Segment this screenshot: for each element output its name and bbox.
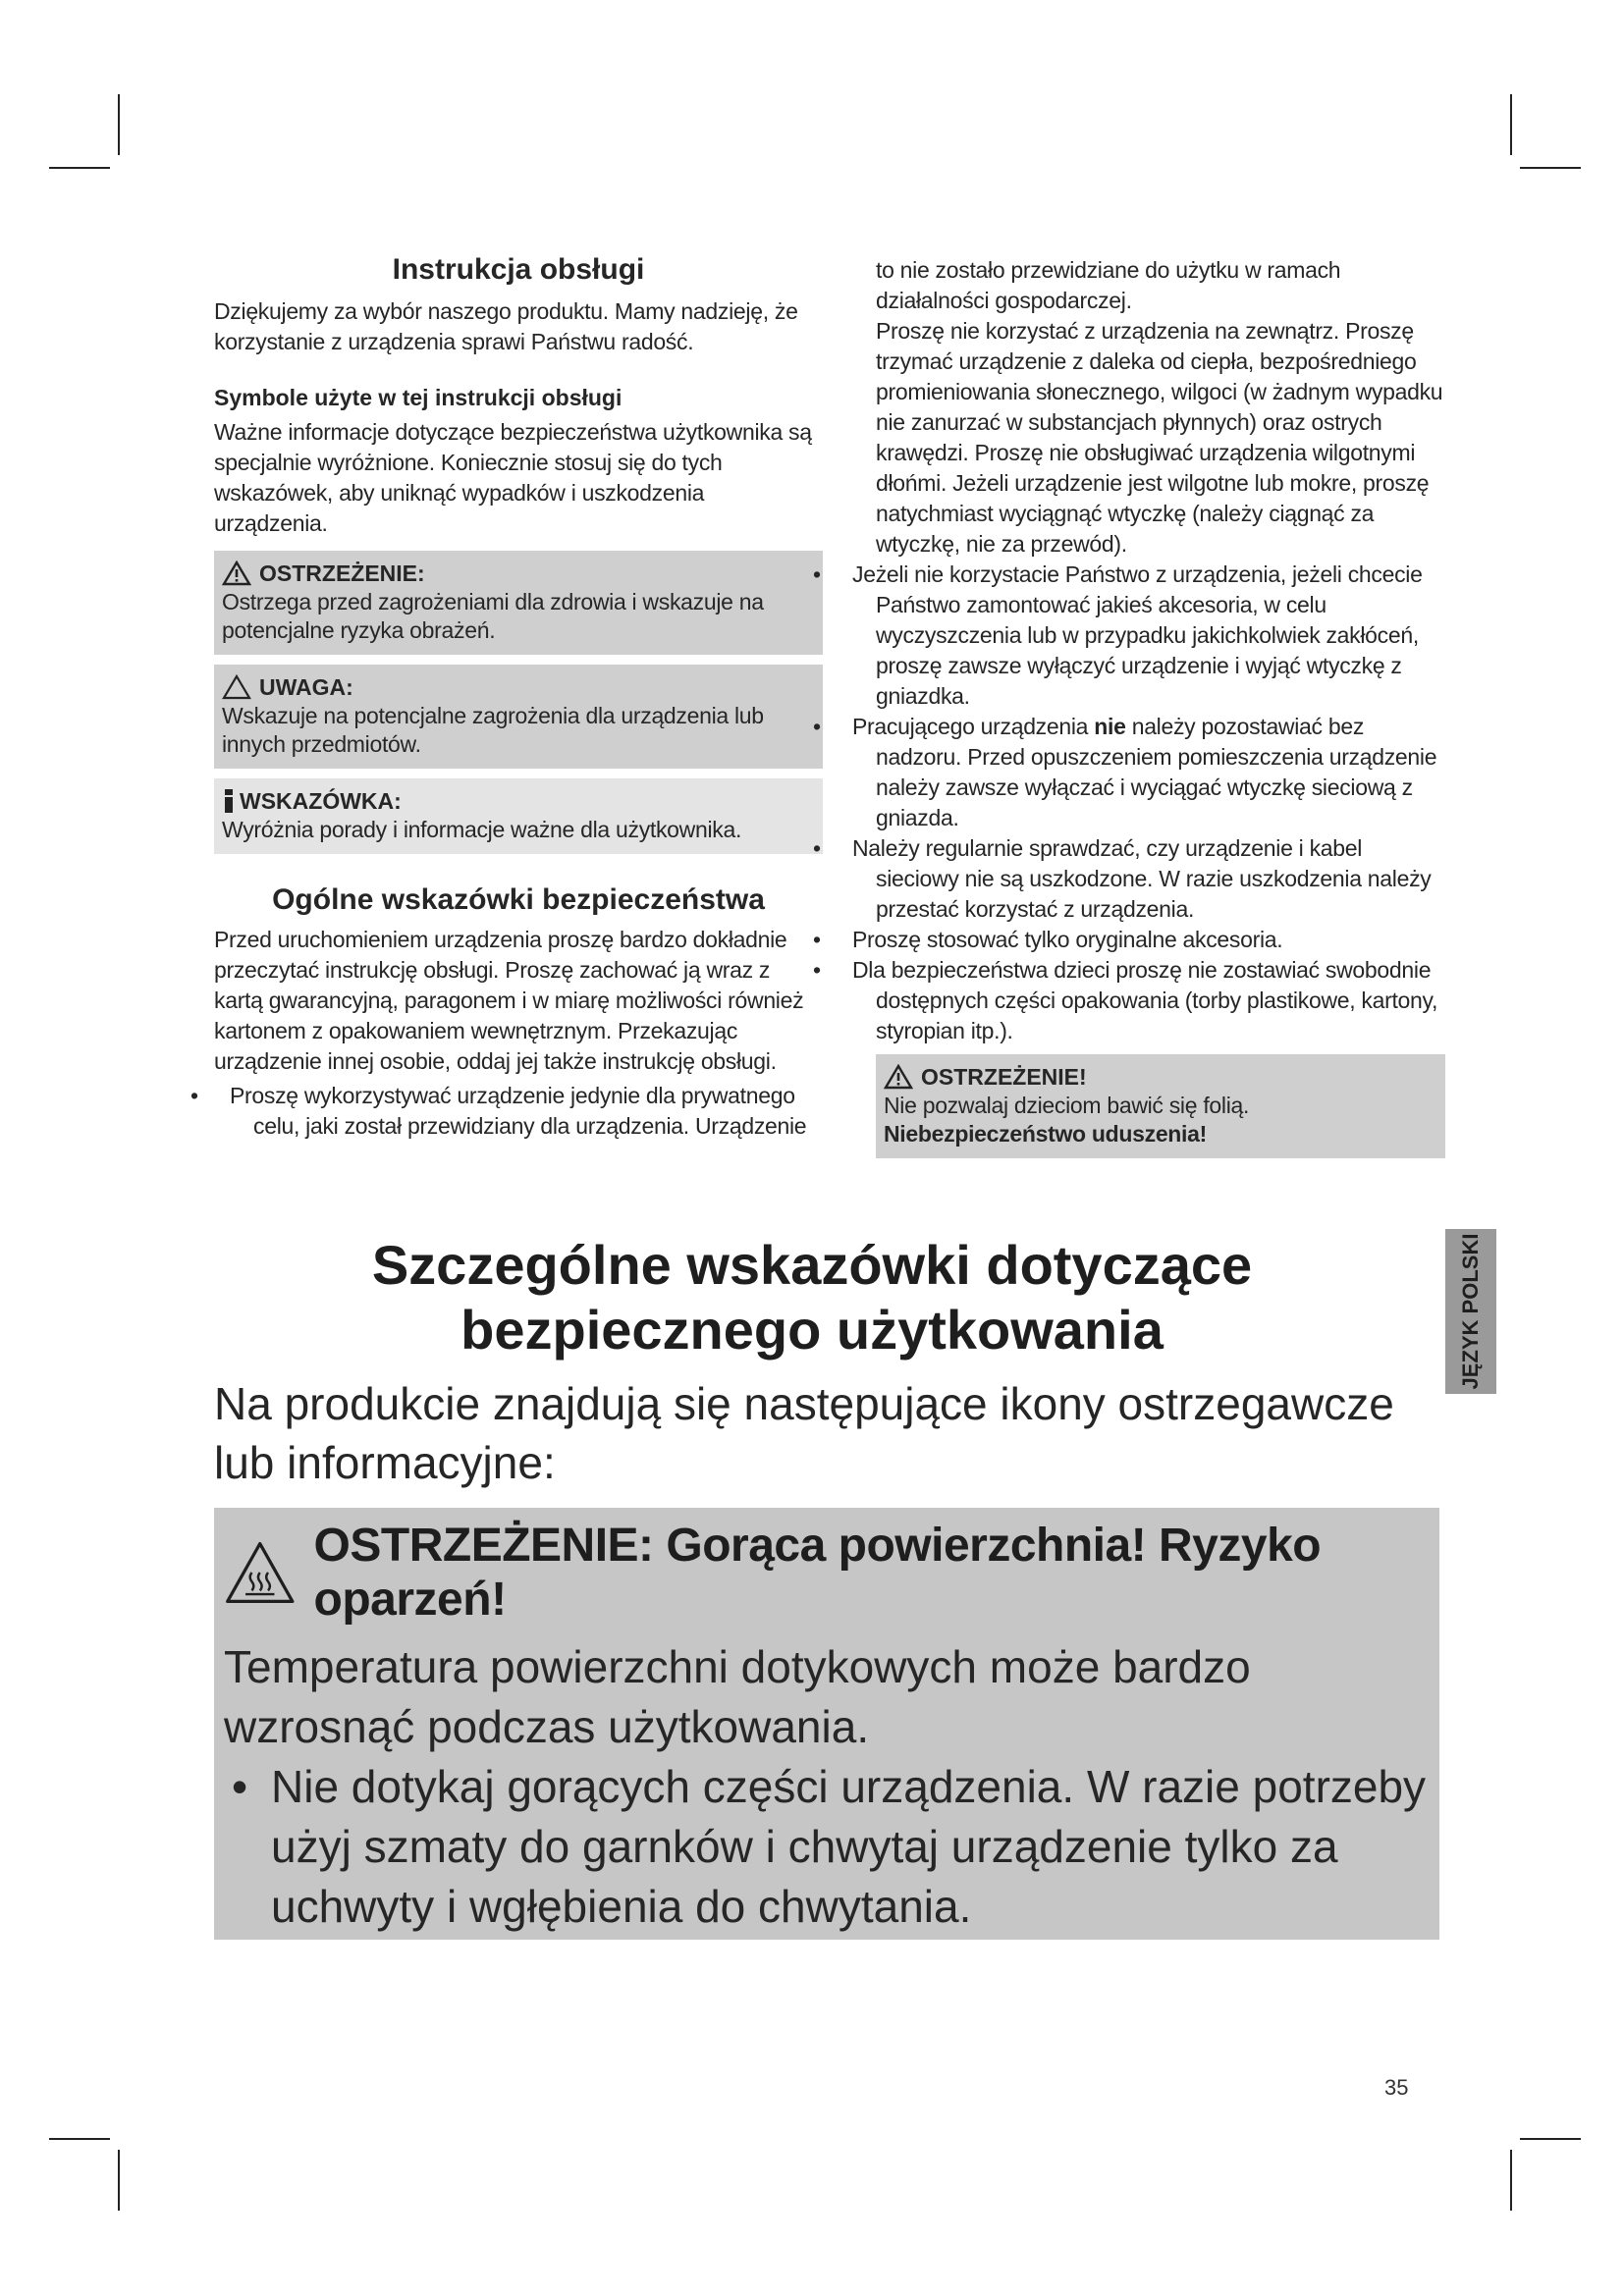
foil-warning-title: OSTRZEŻENIE! xyxy=(921,1064,1087,1090)
continuation-text: to nie zostało przewidziane do użytku w ramach działalności gospodarczej. xyxy=(876,257,1341,313)
list-item: • Dla bezpieczeństwa dzieci proszę nie zostawiać swobodnie dostępnych części opakowania (torby plastikowe, kartony, styropian itp.). xyxy=(837,955,1450,1046)
bullet-3-part-a: Pracującego urządzenia xyxy=(852,714,1095,739)
warning-symbol-box xyxy=(214,551,823,655)
symbols-heading: Symbole użyte w tej instrukcji obsługi xyxy=(214,385,623,410)
symbols-text: Ważne informacje dotyczące bezpieczeństwa użytkownika są specjalnie wyróżnione. Koniecznie stosuj się do tych wskazówek, aby uniknąć wypadków i uszkodzenia urządzenia. xyxy=(214,419,812,536)
list-item xyxy=(837,712,1450,833)
hot-surface-text: Temperatura powierzchni dotykowych może bardzo wzrosnąć podczas użytkowania. xyxy=(224,1641,1251,1752)
left-column xyxy=(214,253,823,1142)
crop-mark xyxy=(1510,2150,1512,2211)
caution-title-row xyxy=(222,672,811,702)
crop-mark xyxy=(1520,167,1581,169)
general-safety-text: Przed uruchomieniem urządzenia proszę bardzo dokładnie przeczytać instrukcję obsługi. Proszę zachować ją wraz z kartą gwarancyjną, paragonem i w miarę możliwości również kartonem z opakowaniem wewnętrznym. Przekazując urządzenie innej osobie, oddaj jej także instrukcję obsługi. xyxy=(214,927,804,1074)
special-section-title xyxy=(0,1233,1624,1362)
language-tab-label: JĘZYK POLSKI xyxy=(1458,1233,1483,1390)
note-symbol-box xyxy=(214,778,823,854)
crop-mark xyxy=(49,167,110,169)
note-title-row xyxy=(222,786,811,816)
list-item: • Jeżeli nie korzystacie Państwo z urządzenia, jeżeli chcecie Państwo zamontować jakieś akcesoria, w celu wyczyszczenia lub w przypadku jakichkolwiek zakłóceń, proszę zawsze wyłączyć urządzenie i wyjąć wtyczkę z gniazdka. xyxy=(837,560,1450,712)
warning-title-row xyxy=(222,559,811,588)
warning-triangle-icon xyxy=(884,1064,913,1090)
hot-surface-warning-box xyxy=(214,1508,1439,1940)
crop-mark xyxy=(49,2138,110,2140)
special-title-line-1: Szczególne wskazówki dotyczące xyxy=(371,1234,1253,1296)
caution-triangle-icon xyxy=(222,674,251,700)
page-number: 35 xyxy=(1384,2075,1409,2100)
instructions-heading: Instrukcja obsługi xyxy=(392,253,645,286)
bullet-list-right xyxy=(837,560,1450,1046)
list-item: • Proszę wykorzystywać urządzenie jedynie dla prywatnego celu, jaki został przewidziany dla urządzenia. Urządzenie xyxy=(214,1081,823,1142)
foil-warning-text-bold: Niebezpieczeństwo uduszenia! xyxy=(884,1121,1207,1147)
special-section-intro: Na produkcie znajdują się następujące ikony ostrzegawcze lub informacyjne: xyxy=(214,1378,1394,1488)
foil-warning-title-row xyxy=(884,1062,1434,1092)
foil-warning-text xyxy=(884,1092,1434,1148)
list-item: • Nie dotykaj gorących części urządzenia. W razie potrzeby użyj szmaty do garnków i chwytaj urządzenie tylko za uchwyty i wgłębienia do chwytania. xyxy=(224,1757,1428,1937)
hot-surface-title: OSTRZEŻENIE: Gorąca powierzchnia! Ryzyko oparzeń! xyxy=(313,1520,1322,1626)
intro-text: Dziękujemy za wybór naszego produktu. Mamy nadzieję, że korzystanie z urządzenia sprawi Państwu radość. xyxy=(214,298,798,354)
foil-warning-box xyxy=(876,1054,1445,1158)
hot-surface-title-row xyxy=(224,1508,1428,1637)
bullet-3-part-b: należy pozostawiać bez nadzoru. Przed opuszczeniem pomieszczenia urządzenie należy zawsze wyłączać i wyciągać wtyczkę sieciową z gniazda. xyxy=(876,714,1437,830)
warning-text: Ostrzega przed zagrożeniami dla zdrowia i wskazuje na potencjalne ryzyka obrażeń. xyxy=(222,589,764,643)
continuation-text-2: Proszę nie korzystać z urządzenia na zewnątrz. Proszę trzymać urządzenie z daleka od ciepła, bezpośredniego promieniowania słonecznego, wilgoci (w żadnym wypadku nie zanurzać w substancjach płynnych) oraz ostrych krawędzi. Proszę nie obsługiwać urządzenia wilgotnymi dłońmi. Jeżeli urządzenie jest wilgotne lub mokre, proszę natychmiast wyciągnąć wtyczkę (należy ciągnąć za wtyczkę, nie za przewód). xyxy=(876,318,1443,557)
info-icon xyxy=(222,788,236,814)
right-column xyxy=(837,255,1450,1158)
crop-mark xyxy=(118,94,120,155)
crop-mark xyxy=(1510,94,1512,155)
warning-title: OSTRZEŻENIE: xyxy=(259,561,425,586)
warning-triangle-icon xyxy=(222,561,251,586)
crop-mark xyxy=(118,2150,120,2211)
bullet-list-left xyxy=(214,1081,823,1142)
caution-symbol-box xyxy=(214,665,823,769)
list-item: • Należy regularnie sprawdzać, czy urządzenie i kabel sieciowy nie są uszkodzone. W razie uszkodzenia należy przestać korzystać z urządzenia. xyxy=(837,833,1450,925)
crop-mark xyxy=(1520,2138,1581,2140)
general-safety-heading: Ogólne wskazówki bezpieczeństwa xyxy=(272,883,765,916)
caution-title: UWAGA: xyxy=(259,674,353,700)
bullet-3-bold: nie xyxy=(1094,714,1126,739)
caution-text: Wskazuje na potencjalne zagrożenia dla urządzenia lub innych przedmiotów. xyxy=(222,703,764,757)
foil-warning-text-a: Nie pozwalaj dzieciom bawić się folią. xyxy=(884,1093,1250,1118)
hot-surface-bullets xyxy=(224,1757,1428,1937)
hot-surface-warning-icon xyxy=(224,1537,297,1608)
note-title: WSKAZÓWKA: xyxy=(240,788,402,814)
note-text: Wyróżnia porady i informacje ważne dla użytkownika. xyxy=(222,817,742,842)
list-item: • Proszę stosować tylko oryginalne akcesoria. xyxy=(837,925,1450,955)
special-title-line-2: bezpiecznego użytkowania xyxy=(460,1299,1164,1361)
